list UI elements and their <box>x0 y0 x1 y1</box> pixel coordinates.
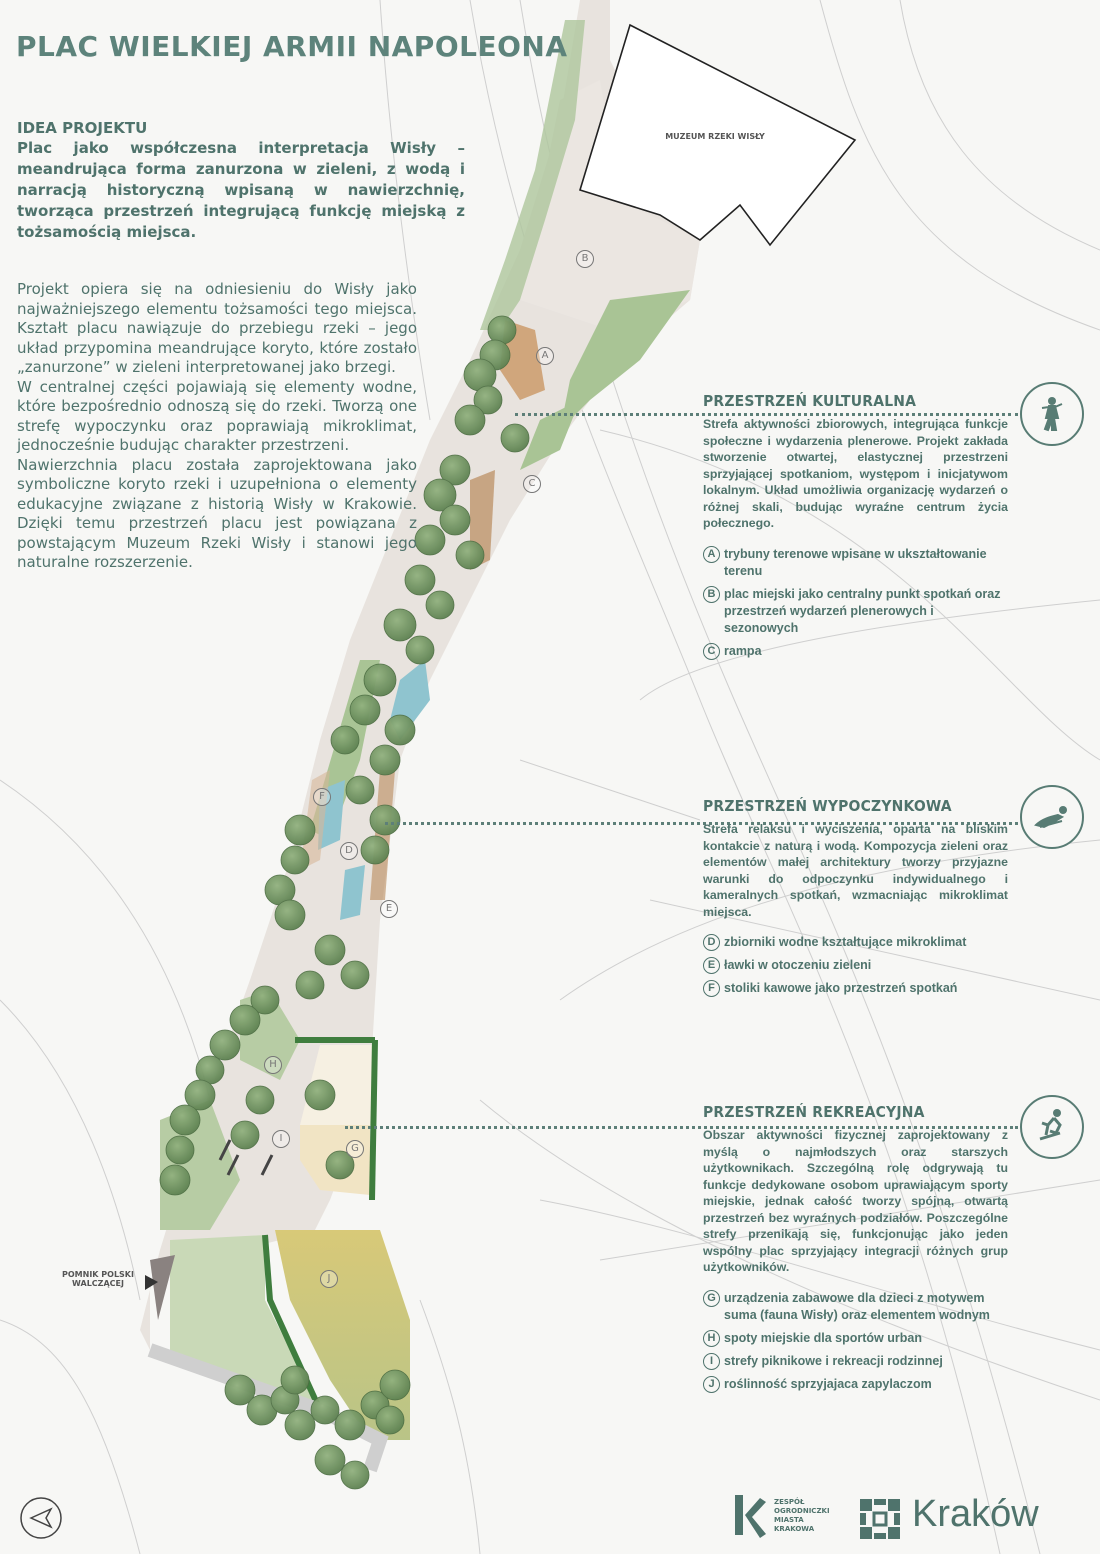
marker-letter: D <box>703 934 720 951</box>
map-marker-e: E <box>380 900 398 918</box>
map-marker-h: H <box>264 1056 282 1074</box>
map-marker-i: I <box>272 1130 290 1148</box>
logo-text: OGRODNICZKI <box>774 1507 830 1515</box>
section-heading: PRZESTRZEŃ KULTURALNA <box>703 392 917 410</box>
list-item-text: ławki w otoczeniu zieleni <box>724 958 872 972</box>
feature-list <box>703 1290 1008 1393</box>
map-marker-c: C <box>523 475 541 493</box>
section-relaxation <box>703 797 1008 1003</box>
feature-list <box>703 546 1008 660</box>
section-cultural <box>703 392 1008 666</box>
logo-text: ZESPÓŁ <box>774 1498 805 1506</box>
map-marker-f: F <box>313 788 331 806</box>
list-item <box>703 586 1008 637</box>
north-arrow-icon <box>18 1495 64 1541</box>
reclining-person-icon <box>1020 785 1084 849</box>
section-heading: PRZESTRZEŃ REKREACYJNA <box>703 1103 925 1121</box>
dancer-icon <box>1020 382 1084 446</box>
intro-paragraph: W centralnej części pojawiają się elementy wodne, które bezpośrednio odnoszą się do rzeki. Tworzą one strefę wypoczynku oraz poprawiają mikroklimat, jednocześnie budując charakter przestrzeni. <box>17 377 417 454</box>
section-description: Strefa relaksu i wyciszenia, oparta na bliskim kontakcie z naturą i wodą. Kompozycja zieleni oraz elementów małej architektury tworzy przyjazne warunki do odpoczynku indywidualnego i kameralnych spotkań, wzmacniając mikroklimat miejsca. <box>703 822 1008 919</box>
list-item <box>703 1353 1008 1370</box>
list-item-text: stoliki kawowe jako przestrzeń spotkań <box>724 981 958 995</box>
monument-label <box>48 1270 148 1288</box>
list-item-text: zbiorniki wodne kształtujące mikroklimat <box>724 935 967 949</box>
list-item-text: plac miejski jako centralny punkt spotkań oraz przestrzeń wydarzeń plenerowych i sezonowych <box>724 586 1001 635</box>
zok-logo <box>730 1490 830 1540</box>
map-marker-b: B <box>576 250 594 268</box>
krakow-logo-icon <box>858 1497 902 1541</box>
list-item <box>703 546 1008 580</box>
monument-label-line: WALCZĄCEJ <box>72 1279 124 1288</box>
list-item <box>703 957 1008 974</box>
list-item <box>703 934 1008 951</box>
marker-letter: H <box>703 1330 720 1347</box>
list-item <box>703 1290 1008 1324</box>
marker-letter: F <box>703 980 720 997</box>
skateboarder-icon <box>1020 1095 1084 1159</box>
logo-text: MIASTA <box>774 1516 804 1524</box>
intro-heading: IDEA PROJEKTU <box>17 119 148 137</box>
list-item-text: trybuny terenowe wpisane w ukształtowanie terenu <box>724 546 987 578</box>
intro-body <box>17 280 417 573</box>
list-item-text: urządzenia zabawowe dla dzieci z motywem suma (fauna Wisły) oraz elementem wodnym <box>724 1290 990 1322</box>
city-name: Kraków <box>912 1493 1039 1535</box>
feature-list <box>703 934 1008 997</box>
monument-label-line: POMNIK POLSKI <box>62 1270 134 1279</box>
list-item-text: strefy piknikowe i rekreacji rodzinnej <box>724 1353 943 1368</box>
list-item <box>703 980 1008 997</box>
map-marker-g: G <box>346 1140 364 1158</box>
list-item <box>703 643 1008 660</box>
marker-letter: I <box>703 1353 720 1370</box>
map-marker-a: A <box>536 347 554 365</box>
list-item <box>703 1330 1008 1347</box>
list-item <box>703 1376 1008 1393</box>
map-marker-d: D <box>340 842 358 860</box>
section-description: Obszar aktywności fizycznej zaprojektowany z myślą o najmłodszych oraz starszych użytkownikach. Szczególną rolę odgrywają tu funkcje dedykowane osobom uprawiającym sporty miejskie, jednak całość tworzy spójną, otwartą przestrzeń bez wyraźnych podziałów. Poszczególne strefy przenikają się, funkcjonując jako jeden wspólny plac sprzyjający integracji różnych grup użytkowników. <box>703 1128 1008 1274</box>
logo-text: KRAKOWA <box>774 1525 815 1533</box>
list-item-text: rampa <box>724 643 762 658</box>
marker-letter: E <box>703 957 720 974</box>
marker-letter: A <box>703 546 720 563</box>
section-recreation <box>703 1103 1008 1399</box>
intro-paragraph: Projekt opiera się na odniesieniu do Wisły jako najważniejszego elementu tożsamości tego miejsca. Kształt placu nawiązuje do przebiegu rzeki – jego układ przypomina meandrujące koryto, które zostało „zanurzone” w zieleni interpretowanej jako brzegi. <box>17 280 417 376</box>
museum-label: MUZEUM RZEKI WISŁY <box>665 132 765 141</box>
section-description: Strefa aktywności zbiorowych, integrująca funkcje społeczne i wydarzenia plenerowe. Projekt zakłada stworzenie otwartej, elastycznej przestrzeni sprzyjającej spotkaniom, występom i inicjatywom lokalnym. Układ umożliwia organizację wydarzeń o różnej skali, budując wyraźne centrum życia połecznego. <box>703 417 1008 530</box>
intro-paragraph: Nawierzchnia placu została zaprojektowana jako symboliczne koryto rzeki i uzupełniona o elementy edukacyjne związane z historią Wisły w Krakowie. Dzięki temu przestrzeń placu jest powiązana z powstającym Muzeum Rzeki Wisły i stanowi jego naturalne rozszerzenie. <box>17 455 417 571</box>
marker-letter: G <box>703 1290 720 1307</box>
intro-lead: Plac jako współczesna interpretacja Wisły – meandrująca forma zanurzona w zieleni, z wodą i narracją historyczną wpisaną w nawierzchnię, tworząca przestrzeń integrującą funkcję miejską z tożsamością miejsca. <box>17 139 465 241</box>
section-heading: PRZESTRZEŃ WYPOCZYNKOWA <box>703 797 952 815</box>
page-title: PLAC WIELKIEJ ARMII NAPOLEONA <box>16 30 568 63</box>
marker-letter: B <box>703 586 720 603</box>
marker-letter: J <box>703 1376 720 1393</box>
project-idea <box>17 118 465 243</box>
map-marker-j: J <box>320 1270 338 1288</box>
list-item-text: roślinność sprzyjajaca zapylaczom <box>724 1376 932 1391</box>
list-item-text: spoty miejskie dla sportów urban <box>724 1330 922 1345</box>
marker-letter: C <box>703 643 720 660</box>
